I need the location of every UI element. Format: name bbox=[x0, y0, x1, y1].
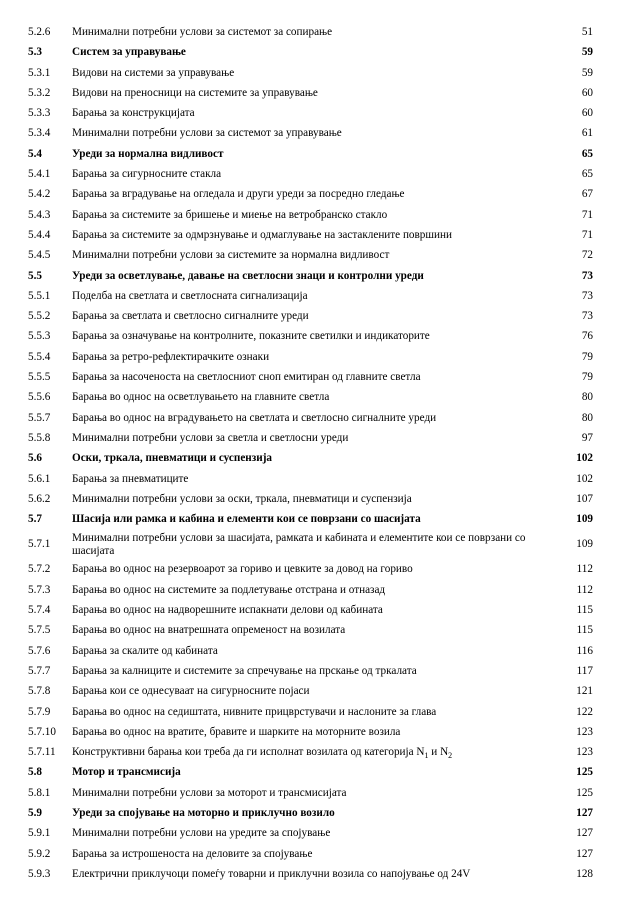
toc-entry-title: Барања во однос на вградувањето на светлата и светлосно сигналните уреди bbox=[72, 411, 437, 424]
toc-entry-number: 5.5.1 bbox=[28, 289, 51, 302]
toc-entry-page-number: 115 bbox=[576, 624, 593, 637]
toc-entry-number: 5.4 bbox=[28, 147, 42, 160]
toc-row bbox=[0, 225, 640, 245]
toc-entry-title: Минимални потребни услови за системот за сопирање bbox=[72, 26, 333, 38]
subscript: 2 bbox=[448, 751, 453, 761]
toc-entry-page-number: 112 bbox=[576, 563, 593, 576]
toc-entry-title: Барања за пневматиците bbox=[72, 472, 189, 485]
toc-entry-page-number: 115 bbox=[576, 604, 593, 617]
toc-entry-title: Видови на преносници на системите за управување bbox=[72, 86, 318, 99]
toc-entry-number: 5.5.3 bbox=[28, 330, 51, 343]
toc-row bbox=[0, 326, 640, 346]
toc-entry-page-number: 61 bbox=[581, 127, 593, 140]
toc-entry-page-number: 125 bbox=[576, 786, 593, 799]
toc-entry-number: 5.7.1 bbox=[28, 538, 51, 551]
toc-entry-title: Барања за означување на контролните, показните светилки и индикаторите bbox=[72, 330, 430, 343]
subscript: 1 bbox=[424, 751, 429, 761]
toc-entry-page-number: 112 bbox=[576, 583, 593, 596]
toc-entry-title: Мотор и трансмисија bbox=[72, 766, 181, 779]
toc-entry-number: 5.4.2 bbox=[28, 188, 51, 201]
toc-row bbox=[0, 742, 640, 762]
toc-entry-number: 5.3.4 bbox=[28, 127, 51, 140]
toc-entry-number: 5.2.6 bbox=[28, 26, 51, 38]
toc-section-row bbox=[0, 509, 640, 529]
toc-entry-page-number: 51 bbox=[581, 26, 593, 38]
toc-entry-number: 5.9.1 bbox=[28, 827, 51, 840]
toc-entry-number: 5.5.2 bbox=[28, 310, 51, 323]
toc-entry-title: Минимални потребни услови за оски, тркала, пневматици и суспензија bbox=[72, 492, 412, 505]
toc-row bbox=[0, 63, 640, 83]
toc-entry-page-number: 109 bbox=[576, 538, 593, 551]
toc-row bbox=[0, 681, 640, 701]
toc-entry-page-number: 127 bbox=[576, 806, 593, 819]
toc-entry-title: Уреди за нормална видливост bbox=[72, 147, 224, 160]
toc-row bbox=[0, 722, 640, 742]
toc-entry-page-number: 123 bbox=[576, 725, 593, 738]
toc-row bbox=[0, 184, 640, 204]
toc-section-row bbox=[0, 144, 640, 164]
toc-entry-number: 5.4.3 bbox=[28, 208, 51, 221]
toc-entry-title: Оски, тркала, пневматици и суспензија bbox=[72, 452, 273, 465]
toc-entry-title: Барања во однос на внатрешната опременост на возилата bbox=[72, 624, 346, 637]
toc-entry-title: Барања за истрошеноста на деловите за спојување bbox=[72, 847, 313, 860]
toc-entry-title: Барања во однос на резервоарот за гориво и цевките за довод на гориво bbox=[72, 563, 413, 576]
toc-entry-number: 5.6.2 bbox=[28, 492, 51, 505]
toc-section-row bbox=[0, 448, 640, 468]
toc-entry-number: 5.9.2 bbox=[28, 847, 51, 860]
toc-row bbox=[0, 600, 640, 620]
toc-entry-title: Уреди за спојување на моторно и приклучно возило bbox=[72, 806, 335, 819]
toc-entry-page-number: 102 bbox=[576, 452, 593, 465]
toc-entry-number: 5.6.1 bbox=[28, 472, 51, 485]
toc-entry-number: 5.7.7 bbox=[28, 664, 51, 677]
toc-entry-page-number: 71 bbox=[581, 228, 593, 241]
toc-entry-title-text: Конструктивни барања кои треба да ги исполнат возилата од категорија N bbox=[72, 746, 425, 759]
toc-entry-page-number: 65 bbox=[581, 168, 593, 181]
toc-entry-title: Барања во однос на надворешните испакнати делови од кабината bbox=[72, 604, 383, 617]
toc-entry-title: Барања кои се однесуваат на сигурносните појаси bbox=[72, 685, 310, 698]
toc-entry-title-text: и N bbox=[428, 746, 449, 759]
toc-entry-number: 5.7.10 bbox=[28, 725, 56, 738]
toc-entry-title: Уреди за осветлување, давање на светлосни знаци и контролни уреди bbox=[72, 269, 424, 282]
toc-entry-number: 5.7.2 bbox=[28, 563, 51, 576]
toc-entry-number: 5.3.2 bbox=[28, 86, 51, 99]
toc-entry-title: Минимални потребни услови за системот за управување bbox=[72, 127, 342, 140]
toc-entry-title: Шасија или рамка и кабина и елементи кои се поврзани со шасијата bbox=[72, 513, 421, 526]
toc-entry-page-number: 60 bbox=[581, 86, 593, 99]
toc-entry-page-number: 67 bbox=[581, 188, 593, 201]
toc-entry-title: Барања за ретро-рефлектирачките ознаки bbox=[72, 350, 270, 363]
toc-row bbox=[0, 702, 640, 722]
toc-row bbox=[0, 559, 640, 579]
toc-entry-number: 5.7.5 bbox=[28, 624, 51, 637]
toc-entry-page-number: 116 bbox=[576, 644, 593, 657]
toc-entry-title: Барања за вградување на огледала и други уреди за посредно гледање bbox=[72, 188, 405, 201]
toc-entry-number: 5.9.3 bbox=[28, 867, 51, 880]
toc-entry-page-number: 117 bbox=[576, 664, 593, 677]
toc-row bbox=[0, 123, 640, 143]
toc-entry-number: 5.7.4 bbox=[28, 604, 51, 617]
toc-entry-title: Барања во однос на седиштата, нивните прицврстувачи и наслоните за глава bbox=[72, 705, 437, 718]
toc-entry-number: 5.8.1 bbox=[28, 786, 51, 799]
toc-entry-page-number: 79 bbox=[581, 350, 593, 363]
toc-entry-number: 5.8 bbox=[28, 766, 42, 779]
toc-entry-title: Видови на системи за управување bbox=[72, 66, 235, 79]
toc-entry-number: 5.4.4 bbox=[28, 228, 51, 241]
toc-entry-number: 5.5.8 bbox=[28, 431, 51, 444]
toc-entry-title: Минимални потребни услови за светла и светлосни уреди bbox=[72, 431, 349, 444]
toc-section-row bbox=[0, 803, 640, 823]
toc-entry-page-number: 102 bbox=[576, 472, 593, 485]
toc-row bbox=[0, 823, 640, 843]
toc-row bbox=[0, 489, 640, 509]
toc-entry-title: Барања за конструкцијата bbox=[72, 107, 195, 120]
toc-entry-number: 5.7.11 bbox=[28, 746, 56, 759]
toc-entry-number: 5.5.6 bbox=[28, 391, 51, 404]
toc-entry-number: 5.5.5 bbox=[28, 371, 51, 384]
toc-entry-number: 5.5.4 bbox=[28, 350, 51, 363]
toc-entry-title: Барања во однос на вратите, бравите и шарките на моторните возила bbox=[72, 725, 401, 738]
toc-row bbox=[0, 164, 640, 184]
toc-entry-title: Поделба на светлата и светлосната сигнализација bbox=[72, 289, 308, 302]
toc-entry-page-number: 72 bbox=[581, 249, 593, 262]
toc-section-row bbox=[0, 42, 640, 62]
toc-entry-number: 5.4.1 bbox=[28, 168, 51, 181]
toc-row bbox=[0, 864, 640, 884]
toc-entry-title: Барања за сигурносните стакла bbox=[72, 168, 222, 181]
toc-row bbox=[0, 347, 640, 367]
toc-entry-title: Барања за системите за бришење и миење на ветробранско стакло bbox=[72, 208, 388, 221]
toc-entry-page-number: 59 bbox=[581, 66, 593, 79]
toc-section-row bbox=[0, 762, 640, 782]
toc-entry-page-number: 123 bbox=[576, 746, 593, 759]
toc-entry-page-number: 125 bbox=[576, 766, 593, 779]
toc-entry-number: 5.3 bbox=[28, 46, 42, 59]
toc-entry-page-number: 127 bbox=[576, 847, 593, 860]
toc-entry-page-number: 109 bbox=[576, 513, 593, 526]
toc-row bbox=[0, 661, 640, 681]
toc-entry-number: 5.7.3 bbox=[28, 583, 51, 596]
toc-row bbox=[0, 286, 640, 306]
toc-row bbox=[0, 844, 640, 864]
toc-entry-title: Минимални потребни услови за системите за нормална видливост bbox=[72, 249, 390, 262]
toc-entry-title: Барања за насоченоста на светлосниот сноп емитиран од главните светла bbox=[72, 371, 421, 384]
toc-entry-title: Барања во однос на системите за подлетување отстрана и отназад bbox=[72, 583, 386, 596]
toc-entry-page-number: 73 bbox=[581, 269, 593, 282]
toc-entry-number: 5.9 bbox=[28, 806, 42, 819]
toc-entry-title: Барања за системите за одмрзнување и одмаглување на застаклените површини bbox=[72, 228, 452, 241]
toc-entry-page-number: 80 bbox=[581, 391, 593, 404]
toc-entry-number: 5.7.8 bbox=[28, 685, 51, 698]
toc-row bbox=[0, 580, 640, 600]
toc-entry-number: 5.5.7 bbox=[28, 411, 51, 424]
toc-entry-number: 5.3.1 bbox=[28, 66, 51, 79]
toc-entry-number: 5.4.5 bbox=[28, 249, 51, 262]
toc-entry-title: Барања во однос на осветлувањето на главните светла bbox=[72, 391, 330, 404]
toc-entry-title: Барања за скалите од кабината bbox=[72, 644, 218, 657]
toc-row bbox=[0, 529, 640, 559]
toc-row bbox=[0, 408, 640, 428]
toc-entry-title: Барања за калниците и системите за спречување на прскање од тркалата bbox=[72, 664, 417, 677]
table-of-contents bbox=[0, 22, 640, 884]
toc-entry-number: 5.3.3 bbox=[28, 107, 51, 120]
toc-row bbox=[0, 83, 640, 103]
toc-entry-title: Минимални потребни услови за шасијата, рамката и кабината и елементите кои се поврзани со шасијата bbox=[72, 532, 526, 557]
toc-entry-page-number: 73 bbox=[581, 289, 593, 302]
toc-entry-title: Минимални потребни услови за моторот и трансмисијата bbox=[72, 786, 347, 799]
toc-entry-page-number: 128 bbox=[576, 867, 593, 880]
toc-entry-page-number: 80 bbox=[581, 411, 593, 424]
toc-entry-page-number: 107 bbox=[576, 492, 593, 505]
toc-entry-number: 5.6 bbox=[28, 452, 42, 465]
toc-row bbox=[0, 387, 640, 407]
toc-entry-page-number: 73 bbox=[581, 310, 593, 323]
toc-entry-page-number: 127 bbox=[576, 827, 593, 840]
toc-row bbox=[0, 245, 640, 265]
toc-entry-number: 5.7 bbox=[28, 513, 42, 526]
toc-entry-page-number: 122 bbox=[576, 705, 593, 718]
toc-entry-number: 5.7.6 bbox=[28, 644, 51, 657]
toc-entry-page-number: 65 bbox=[581, 147, 593, 160]
toc-row bbox=[0, 783, 640, 803]
toc-row bbox=[0, 103, 640, 123]
toc-row bbox=[0, 620, 640, 640]
toc-row bbox=[0, 367, 640, 387]
toc-entry-page-number: 59 bbox=[581, 46, 593, 59]
toc-entry-page-number: 79 bbox=[581, 371, 593, 384]
toc-entry-title: Минимални потребни услови на уредите за спојување bbox=[72, 827, 331, 840]
toc-entry-page-number: 76 bbox=[581, 330, 593, 343]
toc-entry-page-number: 71 bbox=[581, 208, 593, 221]
toc-entry-number: 5.7.9 bbox=[28, 705, 51, 718]
toc-row bbox=[0, 428, 640, 448]
toc-entry-page-number: 97 bbox=[581, 431, 593, 444]
toc-entry-title bbox=[72, 742, 552, 762]
toc-section-row bbox=[0, 266, 640, 286]
toc-row bbox=[0, 22, 640, 42]
toc-row bbox=[0, 469, 640, 489]
toc-entry-page-number: 60 bbox=[581, 107, 593, 120]
toc-entry-title: Барања за светлата и светлосно сигналните уреди bbox=[72, 310, 309, 323]
toc-entry-title: Електрични приклучоци помеѓу товарни и приклучни возила со напојување од 24V bbox=[72, 867, 471, 880]
toc-row bbox=[0, 641, 640, 661]
toc-row bbox=[0, 205, 640, 225]
toc-row bbox=[0, 306, 640, 326]
toc-entry-title: Систем за управување bbox=[72, 46, 186, 59]
toc-entry-number: 5.5 bbox=[28, 269, 42, 282]
toc-entry-page-number: 121 bbox=[576, 685, 593, 698]
